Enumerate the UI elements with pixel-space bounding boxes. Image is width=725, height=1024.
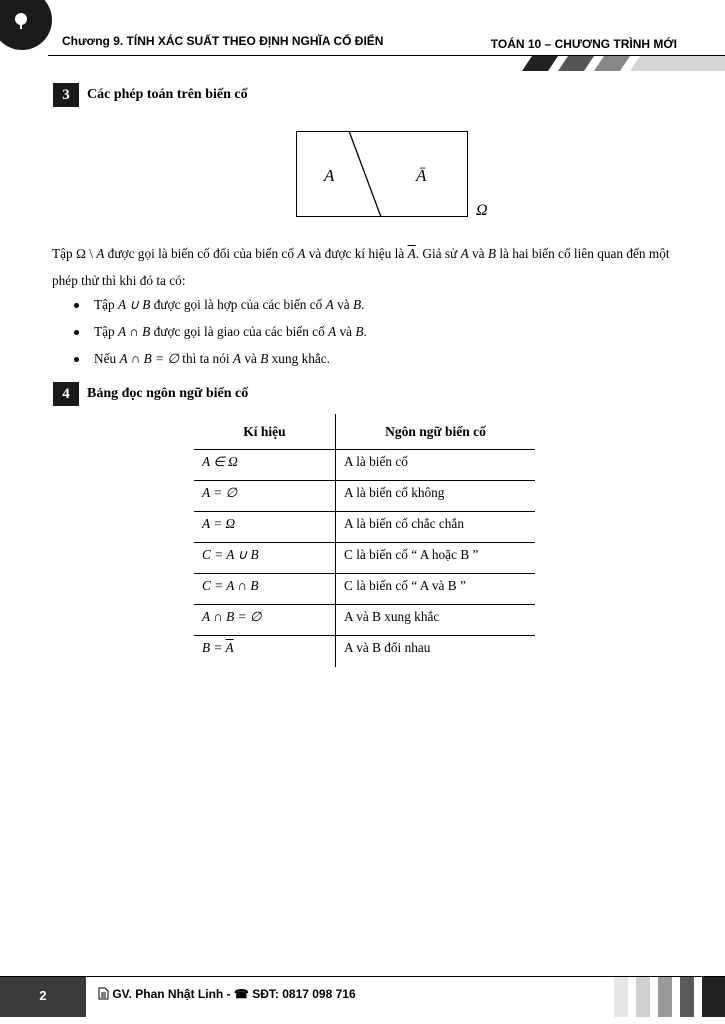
table-row: A ∩ B = ∅ A và B xung khắc: [194, 605, 535, 636]
table-row: A ∈ Ω A là biến cố: [194, 450, 535, 481]
list-item: Tập A ∩ B được gọi là giao của các biến cố A và B.: [56, 321, 676, 348]
header-stripes: [520, 56, 725, 72]
tree-icon: [12, 12, 30, 30]
diagram-label-a: A: [324, 166, 335, 185]
diagram-label-omega: Ω: [476, 202, 488, 219]
table-header-meaning: Ngôn ngữ biến cố: [336, 414, 536, 450]
footer-bars: [612, 977, 725, 1017]
section-4-number: 4: [53, 382, 79, 406]
definition-paragraph: Tập Ω \ A được gọi là biến cố đối của biến cố A và được kí hiệu là $\overline{A}$. Giả sử A và B là hai biến cố liên quan đến một phép thử thì khi đó ta có:: [52, 246, 670, 288]
course-title: TOÁN 10 – CHƯƠNG TRÌNH MỚI: [490, 37, 677, 51]
table-row: C = A ∪ B C là biến cố “ A hoặc B ”: [194, 543, 535, 574]
section-3-title: Các phép toán trên biến cố: [87, 87, 248, 102]
table-header-symbol: Kí hiệu: [194, 414, 336, 450]
table-row: C = A ∩ B C là biến cố “ A và B ”: [194, 574, 535, 605]
table-row: $B = \overline{A}$ A và B đối nhau: [194, 636, 535, 667]
section-3-number: 3: [53, 83, 79, 107]
table-row: A = Ω A là biến cố chắc chắn: [194, 512, 535, 543]
chapter-title: Chương 9. TÍNH XÁC SUẤT THEO ĐỊNH NGHĨA CỔ ĐIỂN: [62, 34, 384, 48]
table-row: A = ∅ A là biến cố không: [194, 481, 535, 512]
list-item: Nếu A ∩ B = ∅ thì ta nói A và B xung khắc.: [56, 348, 676, 375]
phone-icon: ☎: [233, 987, 249, 1001]
page-number: 2: [0, 977, 86, 1017]
diagram-label-a-complement: Ā: [416, 166, 427, 185]
event-language-table: [194, 414, 535, 667]
diagram-divider: [296, 131, 468, 217]
section-4-title: Bảng đọc ngôn ngữ biến cố: [87, 386, 249, 401]
document-icon: [98, 987, 109, 1000]
list-item: Tập A ∪ B được gọi là hợp của các biến cố A và B.: [56, 294, 676, 321]
operations-list: [56, 294, 676, 375]
footer-author: GV. Phan Nhật Linh - ☎ SĐT: 0817 098 716: [98, 987, 356, 1001]
